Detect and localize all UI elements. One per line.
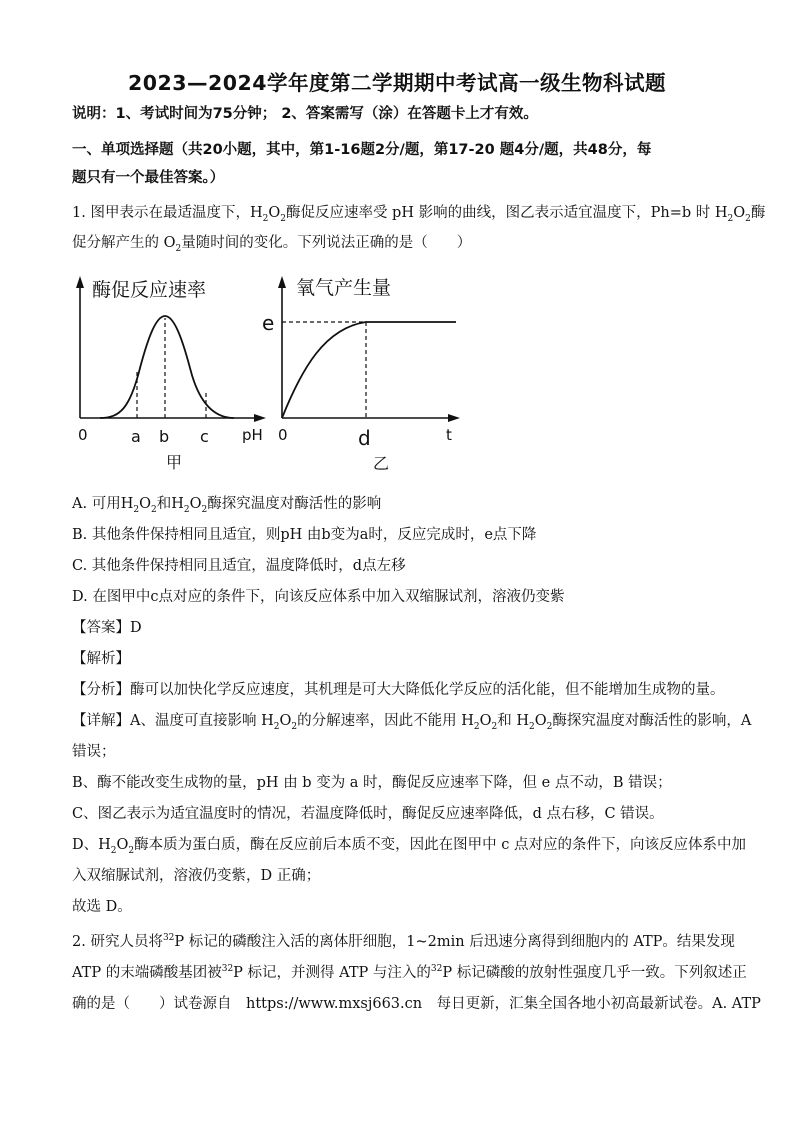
source-website-link[interactable]: https://www.mxsj663.cn xyxy=(246,996,423,1012)
q1-detail-line2: 错误； xyxy=(72,744,116,760)
q1-detail-line6: 入双缩脲试剂，溶液仍变紫，D 正确； xyxy=(72,868,321,884)
jia-tick-c: c xyxy=(200,427,209,446)
q1-detail-line5: D、$H_2O_2$酶本质为蛋白质，酶在反应前后本质不变，因此在图甲中 c 点对应的条件下，向该反应体系中加 xyxy=(72,837,746,856)
q1-analysis: 【分析】酶可以加快化学反应速度，其机理是可大大降低化学反应的活化能，但不能增加生成物的量。 xyxy=(72,682,725,698)
q1-option-d: D. 在图甲中c点对应的条件下，向该反应体系中加入双缩脲试剂，溶液仍变紫 xyxy=(72,589,565,605)
yi-d-label: d xyxy=(358,426,371,450)
jia-caption: 甲 xyxy=(166,453,183,472)
graph-yi xyxy=(262,276,460,473)
q1-option-b: B. 其他条件保持相同且适宜，则pH 由b变为a时，反应完成时，e点下降 xyxy=(72,527,537,543)
q1-option-a: A. 可用$H_2O_2$和$H_2O_2$酶探究温度对酶活性的影响 xyxy=(72,496,382,515)
jia-y-arrow xyxy=(76,276,84,288)
yi-curve xyxy=(282,322,456,418)
yi-origin-label: 0 xyxy=(278,426,288,444)
yi-y-arrow xyxy=(278,276,286,288)
yi-e-label: e xyxy=(262,311,275,335)
q2-line2: ATP 的末端磷酸基团被$^{32}$P 标记，并测得 ATP 与注入的$^{32}$P 标记磷酸的放射性强度几乎一致。下列叙述正 xyxy=(72,964,747,981)
q1-option-c: C. 其他条件保持相同且适宜，温度降低时，d点左移 xyxy=(72,558,406,574)
yi-caption: 乙 xyxy=(373,454,390,473)
q1-stem-line2: 促分解产生的 $O_2$量随时间的变化。下列说法正确的是（ ） xyxy=(72,235,472,254)
jia-curve xyxy=(100,316,234,418)
jia-x-arrow xyxy=(254,414,266,422)
graph-jia xyxy=(76,276,266,472)
jia-y-label: 酶促反应速率 xyxy=(92,279,207,301)
q2-line3: 确的是（ ）试卷源自 https://www.mxsj663.cn 每日更新，汇集全国各地小初高最新试卷。A. ATP xyxy=(72,996,761,1012)
exam-instructions: 说明：1、考试时间为75分钟； 2、答案需写（涂）在答题卡上才有效。 xyxy=(72,106,538,122)
jia-tick-b: b xyxy=(159,427,170,446)
yi-y-label: 氧气产生量 xyxy=(296,277,392,299)
q1-detail-line7: 故选 D。 xyxy=(72,899,132,915)
q1-answer: 【答案】D xyxy=(72,620,142,636)
q1-detail-line1: 【详解】A、温度可直接影响 $H_2O_2$的分解速率，因此不能用 $H_2O_2$和 $H_2O_2$酶探究温度对酶活性的影响，A xyxy=(72,713,752,732)
section-heading-line1: 一、单项选择题（共20小题，其中，第1-16题2分/题，第17-20 题4分/题，共48分，每 xyxy=(72,142,652,158)
section-heading-line2: 题只有一个最佳答案。） xyxy=(72,170,225,186)
jia-origin-label: 0 xyxy=(78,426,88,444)
jia-x-label: pH xyxy=(242,426,263,444)
yi-x-arrow xyxy=(448,414,460,422)
q1-figure xyxy=(70,268,470,486)
yi-x-label: t xyxy=(446,426,452,444)
q1-detail-line3: B、酶不能改变生成物的量，pH 由 b 变为 a 时，酶促反应速率下降，但 e 点不动，B 错误； xyxy=(72,775,672,791)
q1-analysis-label: 【解析】 xyxy=(72,651,130,667)
page-title: 2023—2024学年度第二学期期中考试高一级生物科试题 xyxy=(127,71,667,95)
q1-detail-line4: C、图乙表示为适宜温度时的情况，若温度降低时，酶促反应速率降低，d 点右移，C 错误。 xyxy=(72,806,664,822)
q1-stem-line1: 1. 图甲表示在最适温度下，$H_2O_2$酶促反应速率受 pH 影响的曲线，图乙表示适宜温度下，Ph=b 时 $H_2O_2$酶 xyxy=(72,205,766,224)
jia-tick-a: a xyxy=(131,427,141,446)
q2-line1: 2. 研究人员将$^{32}$P 标记的磷酸注入活的离体肝细胞，1~2min 后迅速分离得到细胞内的 ATP。结果发现 xyxy=(72,933,735,950)
